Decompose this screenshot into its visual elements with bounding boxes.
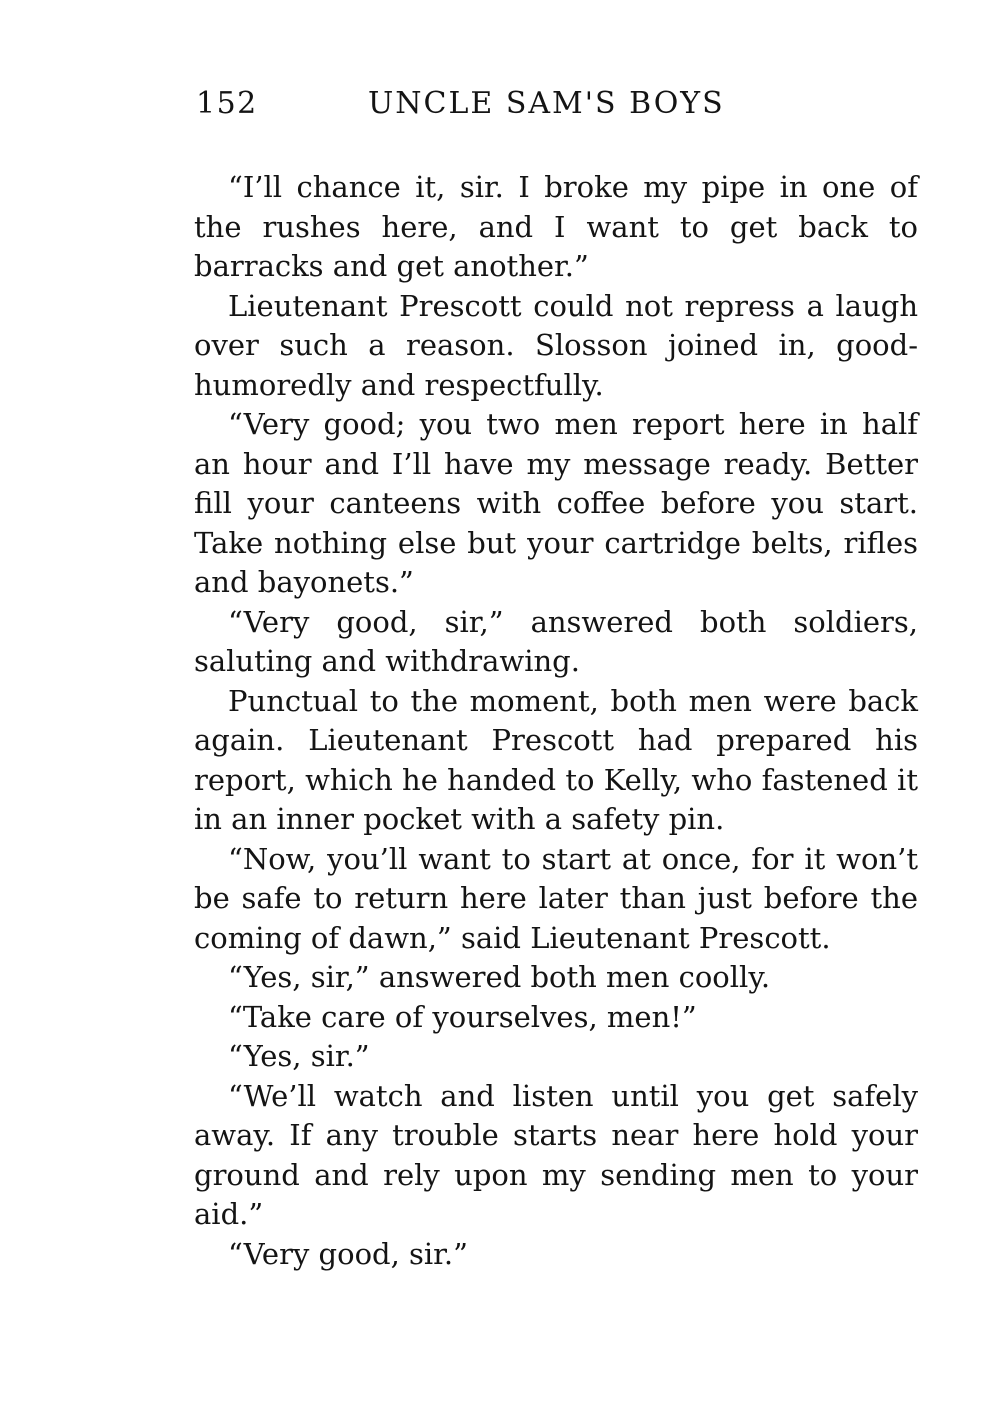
paragraph: Punctual to the moment, both men were back again. Lieutenant Prescott had prepared his report, which he handed to Kelly, who fastened it in an inner pocket with a safety pin. [194,683,918,836]
paragraph: Lieutenant Prescott could not repress a laugh over such a reason. Slosson joined in, good-humoredly and respectfully. [194,288,918,402]
running-title: UNCLE SAM'S BOYS [368,86,725,121]
paragraph: “Yes, sir.” [228,1039,370,1073]
paragraph: “Take care of yourselves, men!” [228,999,697,1034]
paragraph: “Very good; you two men report here in half an hour and I’ll have my message ready. Better fill your canteens with coffee before you start. Take nothing else but your cartridge belts, rifles and bayonets.” [194,407,918,599]
paragraph: “I’ll chance it, sir. I broke my pipe in one of the rushes here, and I want to get back to barracks and get another.” [194,170,918,283]
paragraph: “Very good, sir,” answered both soldiers, saluting and withdrawing. [194,604,918,678]
running-header [196,86,756,126]
paragraph: “We’ll watch and listen until you get safely away. If any trouble starts near here hold your ground and rely upon my sending men to your aid.” [194,1078,918,1231]
paragraph: “Now, you’ll want to start at once, for it won’t be safe to return here later than just before the coming of dawn,” said Lieutenant Prescott. [194,841,918,955]
body-text [194,168,918,1274]
paragraph: “Very good, sir.” [228,1236,468,1271]
page-number: 152 [196,86,258,121]
paragraph: “Yes, sir,” answered both men coolly. [228,960,771,994]
